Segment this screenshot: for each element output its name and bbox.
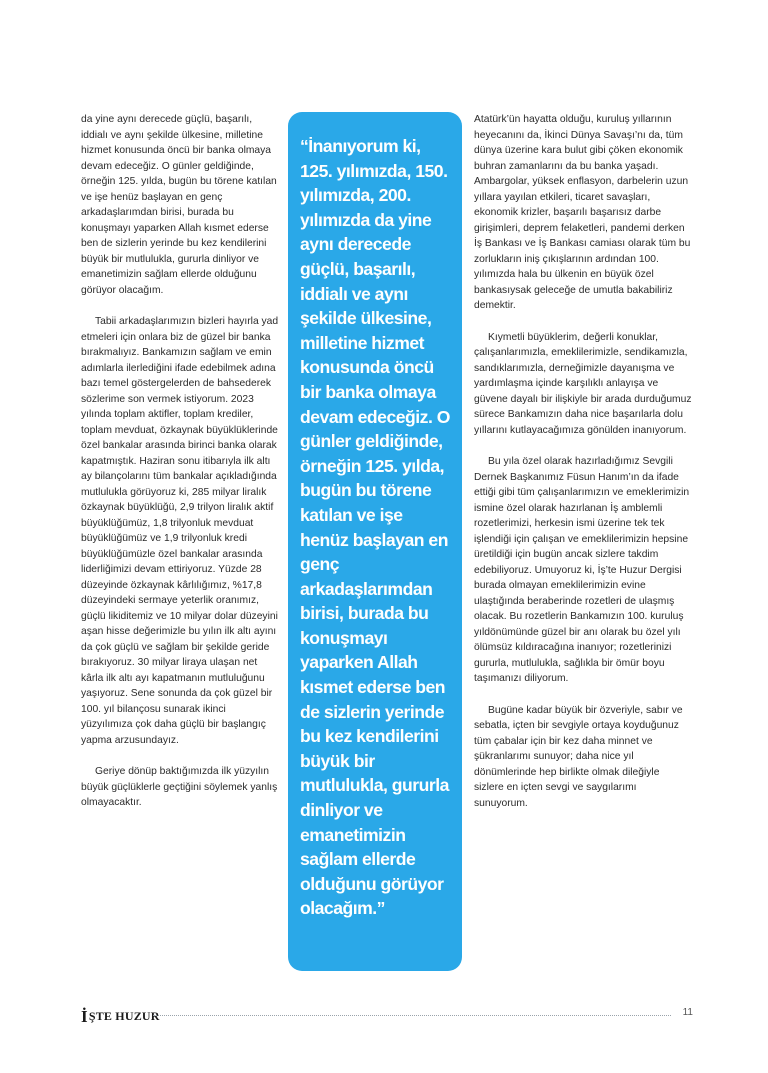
body-paragraph: Geriye dönüp baktığımızda ilk yüzyılın büyük güçlüklerle geçtiğini söylemek yanlış olmayacaktır. <box>81 766 278 808</box>
body-paragraph: da yine aynı derecede güçlü, başarılı, iddialı ve aynı şekilde ülkesine, milletine hizmet konusunda öncü bir banka olmaya devam edeceğiz. O günler geldiğinde, örneğin 125. yılda, bugün bu törene katılan ve işe henüz başlayan en genç arkadaşlarımdan birisi, burada bu konuşmayı yaparken Allah kısmet ederse ben de sizlerin yerinde bu kez kendilerini büyük bir mutlulukla, gururla dinliyor ve emanetimizin sağlam ellerde olduğunu görüyor olacağım. <box>81 114 277 296</box>
right-text-column <box>474 112 692 827</box>
footer-dotted-divider <box>153 1015 671 1016</box>
body-paragraph: Atatürk’ün hayatta olduğu, kuruluş yıllarının heyecanını da, İkinci Dünya Savaşı’nı da, tüm dünya üzerine kara bulut gibi çöken ekonomik buhran zamanlarını da bu banka yaşadı. Ambargolar, yüksek enflasyon, darbelerin uzun yıllara yayılan etkileri, ticaret savaşları, ekonomik krizler, başarılı başarısız darbe girişimleri, deprem felaketleri, pandemi derken İş Bankası ve İş Bankası camiası olarak tüm bu zorlukların iniş çıkışlarının ardından 100. yılımızda hala bu ülkenin en büyük özel bankasıysak geleceğe de umutla bakabiliriz demektir. <box>474 114 691 311</box>
logo-initial: İ <box>81 1007 88 1026</box>
left-text-column <box>81 112 279 827</box>
logo-text: ŞTE HUZUR <box>88 1009 160 1023</box>
body-paragraph: Bugüne kadar büyük bir özveriyle, sabır ve sebatla, içten bir sevgiyle ortaya koyduğunuz tüm çabalar için bir kez daha minnet ve şükranlarımı sunuyor; daha nice yıl dönümlerinde hep birlikte olmak dileğiyle sizlere en içten sevgi ve saygılarımı sunuyorum. <box>474 704 683 809</box>
body-paragraph: Bu yıla özel olarak hazırladığımız Sevgili Dernek Başkanımız Füsun Hanım’ın da ifade ettiği gibi tüm çalışanlarımızın ve emeklerimizin ismine özel olarak hazırlanan İş amblemli rozetlerimizi, herkesin ismi üzerine tek tek işlendiği için çalışan ve emeklilerimizin hepsine üretildiği için bugün ancak sizlere takdim edebiliyoruz. Umuyoruz ki, İş’te Huzur Dergisi burada olmayan emeklilerimizin evine ulaştığında beraberinde rozetleri de ulaşmış olacak. Bu rozetlerin Bankamızın 100. kuruluş yıldönümünde güzel bir anı olarak bu özel yılı ölümsüz kıldıracağına inanıyor; rozetlerinizi gururla, mutlulukla, sağlıkla bir ömür boyu taşımanızı diliyorum. <box>474 456 690 684</box>
body-paragraph: Tabii arkadaşlarımızın bizleri hayırla yad etmeleri için onlara biz de güzel bir banka bırakmalıyız. Bankamızın sağlam ve emin adımlarla ilerlediğini ifade edebilmek adına bazı temel göstergelerden de bahsederek sözlerime son vermek istiyorum. 2023 yılında toplam aktifler, toplam krediler, toplam mevduat, özkaynak büyüklüklerinde özel bankalar arasında birinci banka olarak kapatmıştık. Haziran sonu itibarıyla ilk altı ay bilançolarını tüm bankalar açıkladığında mutlulukla görüyoruz ki, 285 milyar liralık özkaynak büyüklüğü, 2,9 trilyon liralık aktif büyüklüğümüz, 1,8 trilyonluk mevduat büyüklüğümüz ve 1,9 trilyonluk kredi büyüklüğümüzle özel bankalar arasında liderliğimizi devam ettiriyoruz. Yüzde 28 düzeyinde özkaynak kârlılığımız, %17,8 düzeyindeki sermaye yeterlik oranımız, güçlü likiditemiz ve 10 milyar dolar düzeyini aşan hisse değerimizle bu yılın ilk altı ayını da çok güçlü ve sağlam bir şekilde geride bırakıyoruz. 30 milyar liraya ulaşan net kârla ilk altı ayı kapatmanın mutluluğunu yaşıyoruz. Sene sonunda da çok güzel bir 100. yıl bilançosu sunarak ikinci yüzyılımıza çok daha güçlü bir başlangıç yapma arzusundayız. <box>81 316 279 746</box>
page-number: 11 <box>682 1007 693 1018</box>
pull-quote-text: “İnanıyorum ki, 125. yılımızda, 150. yılımızda, 200. yılımızda da yine aynı derecede güçlü, başarılı, iddialı ve aynı şekilde ülkesine, milletine hizmet konusunda öncü bir banka olmaya devam edeceğiz. O günler geldiğinde, örneğin 125. yılda, bugün bu törene katılan ve işe henüz başlayan en genç arkadaşlarımdan birisi, burada bu konuşmayı yaparken Allah kısmet ederse ben de sizlerin yerinde bu kez kendilerini büyük bir mutlulukla, gururla dinliyor ve emanetimizin sağlam ellerde olduğunu görüyor olacağım.” <box>300 136 450 919</box>
page-footer <box>81 1005 693 1025</box>
magazine-logo <box>81 1005 160 1025</box>
pull-quote-box <box>288 112 462 971</box>
body-paragraph: Kıymetli büyüklerim, değerli konuklar, çalışanlarımızla, emeklilerimizle, sendikamızla, sandıklarımızla, derneğimizle dayanışma ve yardımlaşma içinde karşılıklı anlayışa ve güvene dayalı bir ilişkiyle bir arada durduğumuz sürece Bankamızın daha nice başarılarla dolu yıllarını kutlayacağımıza gönülden inanıyorum. <box>474 331 692 436</box>
